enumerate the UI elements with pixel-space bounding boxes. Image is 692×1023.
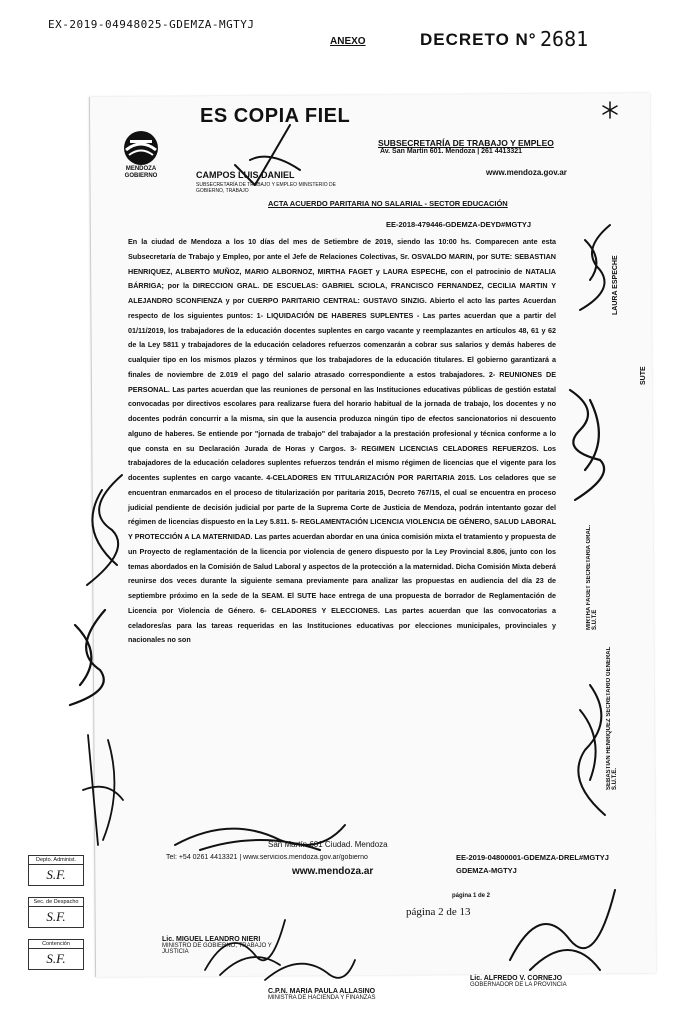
signatory-name: Lic. ALFREDO V. CORNEJO — [470, 975, 563, 982]
signature-scribble-icon — [560, 380, 620, 510]
signature-scribble-icon — [260, 950, 360, 990]
page-indicator: página 2 de 13 — [406, 906, 471, 918]
side-box-label: Depto. Administ. — [29, 856, 83, 865]
footer-contact: Tel: +54 0261 4413321 | www.servicios.mendoza.gov.ar/gobierno — [166, 854, 368, 861]
copia-fiel-stamp: ES COPIA FIEL — [200, 105, 351, 127]
anexo-label: ANEXO — [330, 36, 366, 47]
side-box-value: S.F. — [46, 867, 66, 882]
letterhead-address: Av. San Martín 601. Mendoza | 261 4413321 — [380, 148, 523, 155]
certifying-official-name: CAMPOS LUIS DANIEL — [196, 170, 295, 180]
signature-scribble-icon — [500, 880, 620, 980]
signature-scribble-icon — [60, 600, 120, 710]
margin-stamp-mirtha: MIRTHA FAGET SECRETARIA GRAL. S.U.T.E — [586, 524, 598, 630]
signature-scribble-icon — [170, 810, 350, 860]
footer-ee-code: EE-2019-04800001-GDEMZA-DREL#MGTYJ — [456, 853, 609, 862]
side-box-value: S.F. — [46, 909, 66, 924]
margin-stamp-sute: SUTE — [640, 366, 647, 385]
signatory-title: MINISTRO DE GOBIERNO, TRABAJO Y JUSTICIA — [162, 943, 272, 955]
asterisk-mark-icon — [600, 100, 620, 120]
side-box-label: Contención — [29, 940, 83, 949]
signature-scribble-icon — [570, 680, 620, 820]
acta-body-text: En la ciudad de Mendoza a los 10 días del mes de Setiembre de 2019, siendo las 10:00 hs. Comparecen ante esta Subsecretaría de Trabajo y Empleo, por ante el Jefe de Relaciones Colectivas, Sr. OSVALDO MARIN, por SUTE: SEBASTIAN HENRIQUEZ, ALBERTO MUÑOZ, MARIO ALBORNOZ, MIRTHA FAGET y LAURA ESPECHE, con el patrocinio de NATALIA BÁRRIGA; por la DIRECCION GRAL. DE ESCUELAS: GABRIEL SCIOLA, FRANCISCO FERNANDEZ, CECILIA MARTIN Y ALEJANDRO SCONFIENZA y por CUERPO PARITARIO CENTRAL: GUSTAVO SINZIG. Abierto el acto las partes Acuerdan respecto de los siguientes puntos: 1- LIQUIDACIÓN DE HABERES SUPLENTES - Las partes acuerdan que a partir del 01/11/2019, los trabajadores de la educación docentes suplentes en cargo vacante y reemplazantes en artículos 48, 61 y 62 de la Ley 5811 y trabajadores de la educación celadores refuerzos comenzarán a cobrar sus salarios y demás haberes de cualquier tipo en los mismos plazos y términos que los trabajadores de la educación titulares. El gobierno garantizará a finales de noviembre de 2.019 el pago del salario atrasado correspondiente a estos trabajadores. 2- REUNIONES DE PERSONAL. Las partes acuerdan que las reuniones de personal en las Instituciones educativas públicas de gestión estatal convocadas por directivos escolares para realizarse fuera del horario habitual de la jornada de trabajo, los docentes y no docentes podrán concurrir a la misma, sin que la ausencia produzca ningún tipo de efectos sancionatorios ni descuento alguno de haberes. Se entiende por "jornada de trabajo" del trabajador a la prestación profesional y técnica conforme a lo que consta en su Declaración Jurada de Horas y Cargos. 3- REGIMEN LICENCIAS CELADORES REFUERZOS. Los trabajadores de la educación celadores suplentes refuerzos tendrán el mismo régimen de licencias que el vigente para los docentes suplentes en cargo vacante. 4-CELADORES EN TITULARIZACIÓN POR PARITARIA 2015. Los celadores que se encuentran enmarcados en el proceso de titularización por paritaria 2015, Decreto 767/15, el cual se encuentra en proceso judicial pendiente de decisión judicial por parte de la Suprema Corte de Justicia de Mendoza, podrán intentanto gozar del régimen de licencias dispuesto en la Ley 5.811. 5- REGLAMENTACIÓN LICENCIA VIOLENCIA DE GÉNERO, SALUD LABORAL Y PROTECCIÓN A LA MATERNIDAD. Las partes acuerdan abordar en una única comisión mixta el tratamiento y propuesta de un Proyecto de reglamentación de la licencia por violencia de genero dispuesto por la Ley Provincial 8.806, junto con los temas abordados en la Comisión de Salud Laboral y aspectos de la protección a la maternidad. Dicha Comisión Mixta deberá reunirse dos veces durante la siguiente semana previamente para analizar las propuestas en audiencia del día 23 de septiembre próximo en la sede de la SEAM. El SUTE hace entrega de una propuesta de borrador de Reglamentación de Licencia por Violencia de Género. 6- CELADORES Y ELECCIONES. Las partes acuerdan que las convocatorias a celadores/as para las tareas requeridas en las Instituciones educativas por elecciones municipales, provinciales y nacionales no son — [128, 237, 556, 645]
acta-title: ACTA ACUERDO PARITARIA NO SALARIAL - SECTOR EDUCACIÓN — [268, 199, 508, 208]
side-box-value: S.F. — [46, 951, 66, 966]
footer-website: www.mendoza.ar — [292, 866, 374, 877]
signature-scribble-icon — [230, 120, 310, 190]
footer-ex-code: GDEMZA-MGTYJ — [456, 866, 517, 875]
margin-stamp-sebastian: SEBASTIAN HENRIQUEZ SECRETARIO GENERAL S.U.T.E. — [606, 646, 618, 790]
subsecretaria-heading: SUBSECRETARÍA DE TRABAJO Y EMPLEO — [378, 138, 554, 148]
signatory-title: MINISTRA DE HACIENDA Y FINANZAS — [268, 995, 376, 1001]
signature-scribble-icon — [78, 730, 128, 850]
letterhead-website: www.mendoza.gov.ar — [486, 168, 567, 177]
expediente-number: EX-2019-04948025-GDEMZA-MGTYJ — [48, 18, 255, 31]
page-indicator-small: página 1 de 2 — [452, 893, 491, 899]
logo-label: MENDOZA GOBIERNO — [124, 166, 158, 179]
certifying-official-title: SUBSECRETARÍA DE TRABAJO Y EMPLEO MINISTERIO DE GOBIERNO, TRABAJO — [196, 182, 336, 194]
acta-code: EE-2018-479446-GDEMZA-DEYD#MGTYJ — [386, 220, 532, 229]
signature-scribble-icon — [72, 470, 132, 590]
side-box-despacho — [28, 897, 84, 928]
side-box-label: Sec. de Despacho — [29, 898, 83, 907]
footer-address: San Martín 601 Ciudad. Mendoza — [268, 840, 388, 849]
signatory-name: Lic. MIGUEL LEANDRO NIERI — [162, 936, 261, 943]
decreto-number: 2681 — [540, 27, 589, 51]
decreto-label: DECRETO N° — [420, 30, 537, 49]
margin-stamp-laura: LAURA ESPECHE — [612, 255, 619, 315]
signatory-title: GOBERNADOR DE LA PROVINCIA — [470, 982, 567, 988]
signatory-name: C.P.N. MARIA PAULA ALLASINO — [268, 988, 376, 995]
side-box-admin — [28, 855, 84, 886]
side-box-contencion — [28, 939, 84, 970]
signature-scribble-icon — [570, 220, 620, 320]
